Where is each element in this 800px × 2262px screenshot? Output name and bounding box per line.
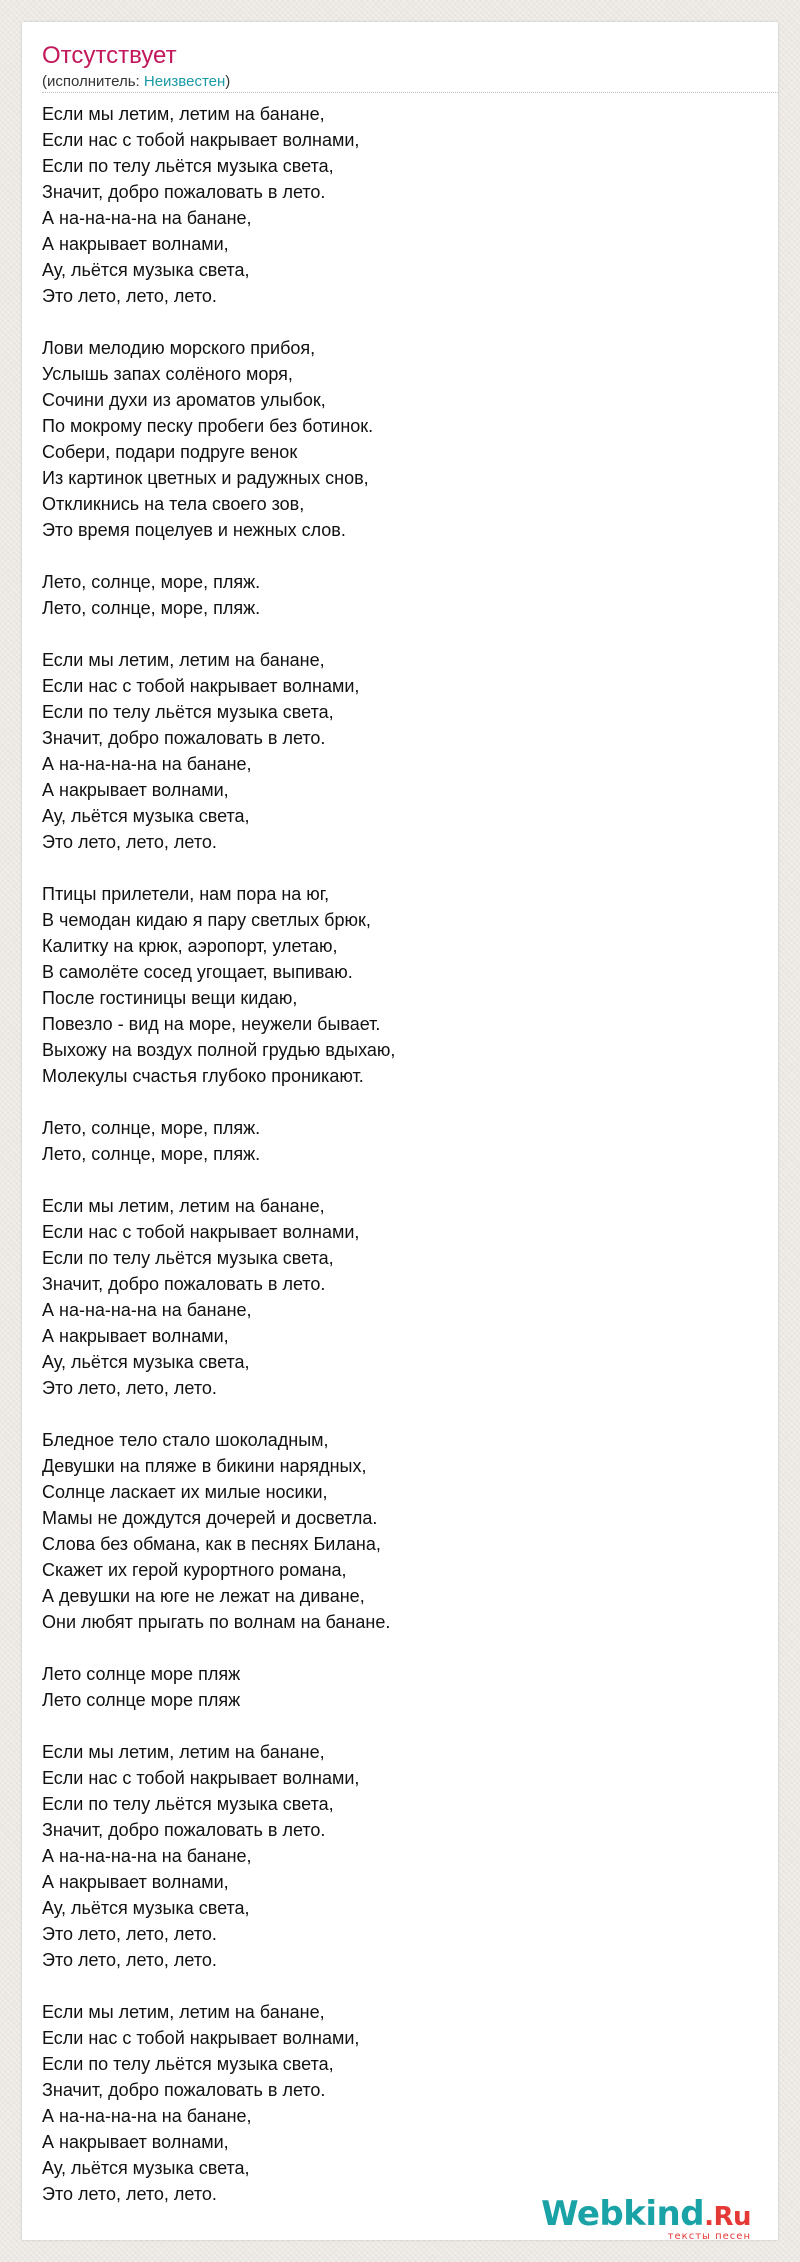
artist-suffix: ) <box>225 73 231 90</box>
logo-tld: .Ru <box>704 2202 751 2232</box>
lyric-line: Из картинок цветных и радужных снов, <box>42 468 369 488</box>
lyric-line: Ау, льётся музыка света, <box>42 2158 250 2178</box>
lyric-line: Повезло - вид на море, неужели бывает. <box>42 1014 381 1034</box>
lyric-line: Если мы летим, летим на банане, <box>42 2002 325 2022</box>
lyric-line: А на-на-на-на на банане, <box>42 208 252 228</box>
lyric-line: Ау, льётся музыка света, <box>42 806 250 826</box>
lyric-line: А девушки на юге не лежат на диване, <box>42 1586 365 1606</box>
lyric-line: По мокрому песку пробеги без ботинок. <box>42 416 374 436</box>
lyric-line: Скажет их герой курортного романа, <box>42 1560 347 1580</box>
lyric-line: Лето, солнце, море, пляж. <box>42 598 261 618</box>
lyric-line: Собери, подари подруге венок <box>42 442 298 462</box>
lyric-line: Ау, льётся музыка света, <box>42 1352 250 1372</box>
lyric-line: Если нас с тобой накрывает волнами, <box>42 676 360 696</box>
lyric-line: Это лето, лето, лето. <box>42 286 217 306</box>
lyric-line: Если по телу льётся музыка света, <box>42 1248 334 1268</box>
lyric-line: Слова без обмана, как в песнях Билана, <box>42 1534 381 1554</box>
lyric-line: Если по телу льётся музыка света, <box>42 1794 334 1814</box>
lyric-line: Лето, солнце, море, пляж. <box>42 572 261 592</box>
artist-prefix: (исполнитель: <box>42 73 144 90</box>
lyric-line: Они любят прыгать по волнам на банане. <box>42 1612 391 1632</box>
lyric-line: Значит, добро пожаловать в лето. <box>42 2080 326 2100</box>
lyrics-stanza <box>42 647 758 855</box>
lyric-line: Это лето, лето, лето. <box>42 1950 217 1970</box>
lyric-line: А накрывает волнами, <box>42 1326 229 1346</box>
lyric-line: Лови мелодию морского прибоя, <box>42 338 316 358</box>
lyric-line: Птицы прилетели, нам пора на юг, <box>42 884 330 904</box>
lyric-line: Значит, добро пожаловать в лето. <box>42 728 326 748</box>
lyric-line: Если по телу льётся музыка света, <box>42 702 334 722</box>
lyric-line: Если нас с тобой накрывает волнами, <box>42 1768 360 1788</box>
lyrics-text <box>42 101 758 2233</box>
lyric-line: Значит, добро пожаловать в лето. <box>42 1274 326 1294</box>
lyric-line: Молекулы счастья глубоко проникают. <box>42 1066 364 1086</box>
lyrics-stanza <box>42 1427 758 1635</box>
lyric-line: Откликнись на тела своего зов, <box>42 494 305 514</box>
lyric-line: Лето солнце море пляж <box>42 1664 241 1684</box>
lyric-line: Выхожу на воздух полной грудью вдыхаю, <box>42 1040 396 1060</box>
lyric-line: Услышь запах солёного моря, <box>42 364 293 384</box>
lyric-line: Это лето, лето, лето. <box>42 1378 217 1398</box>
lyric-line: А накрывает волнами, <box>42 2132 229 2152</box>
logo-subtitle: тексты песен <box>667 2231 751 2242</box>
site-logo[interactable] <box>541 2194 751 2242</box>
lyric-line: А на-на-на-на на банане, <box>42 2106 252 2126</box>
lyric-line: Если мы летим, летим на банане, <box>42 104 325 124</box>
lyric-line: Лето, солнце, море, пляж. <box>42 1118 261 1138</box>
lyric-line: Значит, добро пожаловать в лето. <box>42 182 326 202</box>
lyric-line: Если по телу льётся музыка света, <box>42 156 334 176</box>
song-title: Отсутствует <box>42 42 177 69</box>
lyric-line: А на-на-на-на на банане, <box>42 1300 252 1320</box>
lyric-line: А накрывает волнами, <box>42 1872 229 1892</box>
lyric-line: Ау, льётся музыка света, <box>42 1898 250 1918</box>
lyric-line: После гостиницы вещи кидаю, <box>42 988 298 1008</box>
logo-name: Webkind <box>541 2194 705 2234</box>
artist-line <box>42 72 230 92</box>
lyric-line: В самолёте сосед угощает, выпиваю. <box>42 962 353 982</box>
lyric-line: А накрывает волнами, <box>42 780 229 800</box>
lyrics-stanza <box>42 101 758 309</box>
lyric-line: Это лето, лето, лето. <box>42 832 217 852</box>
artist-link[interactable]: Неизвестен <box>143 73 226 90</box>
lyric-line: Сочини духи из ароматов улыбок, <box>42 390 326 410</box>
lyrics-stanza <box>42 1115 758 1167</box>
lyric-line: Это лето, лето, лето. <box>42 1924 217 1944</box>
lyric-line: Если мы летим, летим на банане, <box>42 1742 325 1762</box>
lyric-line: Лето, солнце, море, пляж. <box>42 1144 261 1164</box>
lyrics-card <box>22 22 778 2240</box>
lyric-line: Если нас с тобой накрывает волнами, <box>42 1222 360 1242</box>
lyric-line: Солнце ласкает их милые носики, <box>42 1482 328 1502</box>
lyric-line: Если нас с тобой накрывает волнами, <box>42 130 360 150</box>
lyrics-stanza <box>42 335 758 543</box>
title-divider <box>42 92 778 93</box>
lyric-line: Девушки на пляже в бикини нарядных, <box>42 1456 367 1476</box>
lyrics-stanza <box>42 1193 758 1401</box>
lyric-line: В чемодан кидаю я пару светлых брюк, <box>42 910 371 930</box>
lyric-line: Лето солнце море пляж <box>42 1690 241 1710</box>
lyric-line: Это лето, лето, лето. <box>42 2184 217 2204</box>
lyrics-stanza <box>42 1999 758 2207</box>
lyrics-stanza <box>42 1661 758 1713</box>
logo-wordmark <box>541 2194 751 2234</box>
lyric-line: Калитку на крюк, аэропорт, улетаю, <box>42 936 338 956</box>
lyrics-stanza <box>42 881 758 1089</box>
lyric-line: Ау, льётся музыка света, <box>42 260 250 280</box>
lyric-line: Если по телу льётся музыка света, <box>42 2054 334 2074</box>
lyric-line: Это время поцелуев и нежных слов. <box>42 520 346 540</box>
lyrics-stanza <box>42 1739 758 1973</box>
lyric-line: Если нас с тобой накрывает волнами, <box>42 2028 360 2048</box>
lyric-line: Если мы летим, летим на банане, <box>42 650 325 670</box>
lyric-line: А накрывает волнами, <box>42 234 229 254</box>
lyric-line: А на-на-на-на на банане, <box>42 754 252 774</box>
lyric-line: Значит, добро пожаловать в лето. <box>42 1820 326 1840</box>
lyric-line: Мамы не дождутся дочерей и досветла. <box>42 1508 378 1528</box>
lyric-line: Бледное тело стало шоколадным, <box>42 1430 329 1450</box>
lyrics-stanza <box>42 569 758 621</box>
lyric-line: Если мы летим, летим на банане, <box>42 1196 325 1216</box>
lyric-line: А на-на-на-на на банане, <box>42 1846 252 1866</box>
